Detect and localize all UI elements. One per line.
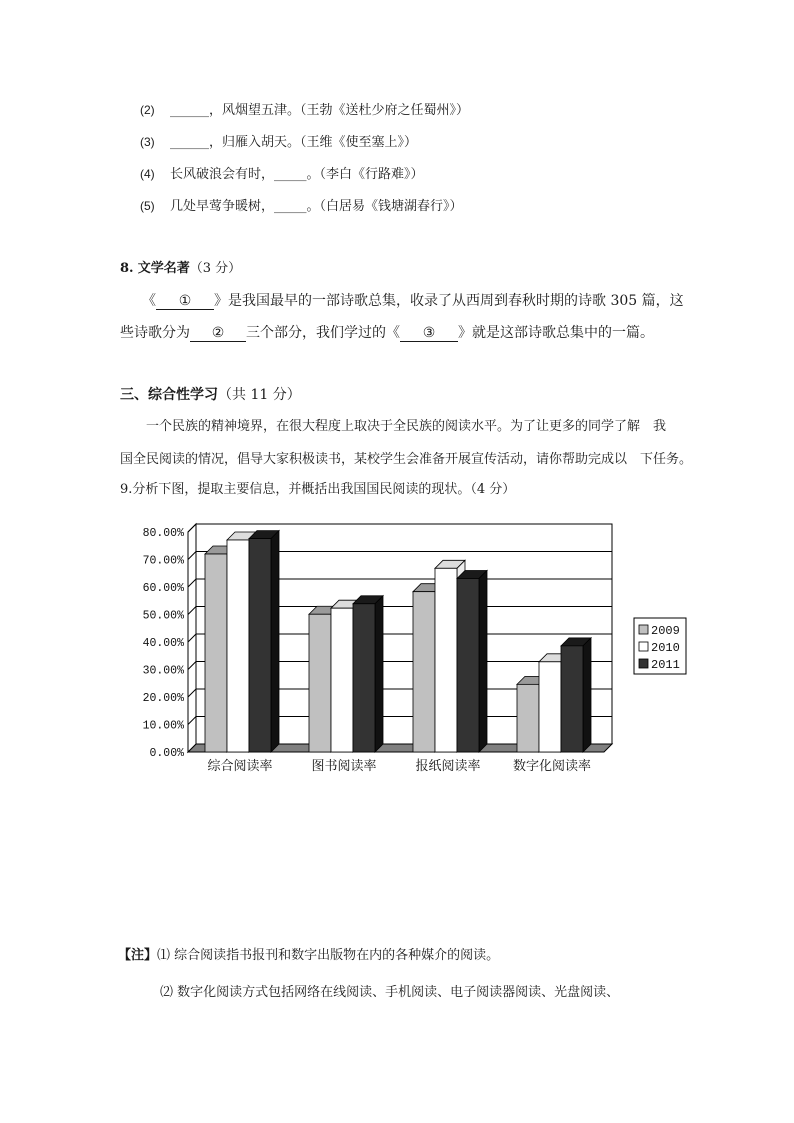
- poem-source: 。（白居易《钱塘湖春行》）: [306, 199, 463, 214]
- section3-intro-line1: 一个民族的精神境界，在很大程度上取决于全民族的阅读水平。为了让更多的同学了解 我: [146, 419, 667, 434]
- legend-label: 2011: [651, 658, 680, 672]
- q8-text: 》就是这部诗歌总集中的一篇。: [458, 325, 654, 341]
- bar-2011-0: [249, 531, 279, 752]
- bar-2011-1: [353, 596, 383, 752]
- q8-heading: [120, 260, 241, 278]
- q8-text: 《: [142, 293, 156, 309]
- item-number: (3): [140, 135, 155, 149]
- note-label: 【注】: [118, 948, 158, 963]
- poem-source: 。（李白《行路难》）: [306, 167, 424, 182]
- poem-q5: [140, 197, 463, 216]
- section3-heading: [120, 386, 301, 404]
- note-text: 综合阅读指书报刊和数字出版物在内的各种媒介的阅读。: [174, 948, 500, 963]
- answer-blank[interactable]: _____: [274, 199, 307, 214]
- q8-score: （3 分）: [189, 261, 242, 276]
- q8-title: 文学名著: [137, 261, 190, 276]
- legend-swatch: [639, 625, 648, 634]
- q8-text: 些诗歌分为: [120, 325, 190, 341]
- section3-score: （共 11 分）: [218, 387, 301, 403]
- answer-blank[interactable]: _____: [274, 167, 307, 182]
- q9-prompt: 9.分析下图，提取主要信息，并概括出我国国民阅读的现状。（4 分）: [120, 482, 516, 497]
- answer-blank-1[interactable]: ①: [156, 293, 214, 310]
- answer-blank-3[interactable]: ③: [400, 325, 458, 342]
- y-tick-label: 20.00%: [142, 692, 184, 705]
- y-tick-label: 30.00%: [142, 664, 184, 678]
- poem-text: ，风烟望五津。（王勃《送杜少府之任蜀州》）: [209, 103, 470, 118]
- answer-blank[interactable]: ______: [170, 135, 209, 150]
- x-category-label: 综合阅读率: [207, 759, 273, 774]
- poem-text: 长风破浪会有时，: [170, 167, 275, 182]
- note-2: [160, 984, 619, 1002]
- y-tick-label: 40.00%: [142, 637, 184, 650]
- y-tick-label: 0.00%: [149, 747, 184, 760]
- y-tick-label: 10.00%: [142, 719, 184, 733]
- q8-text: 三个部分，我们学过的《: [246, 325, 400, 341]
- poem-text: 几处早莺争暖树，: [170, 199, 275, 214]
- legend-label: 2009: [651, 624, 680, 638]
- poem-text: ，归雁入胡天。（王维《使至塞上》）: [209, 135, 418, 150]
- reading-rate-bar-chart: [118, 516, 698, 776]
- q8-text: 》是我国最早的一部诗歌总集，收录了从西周到春秋时期的诗歌 305 篇，这: [214, 293, 684, 309]
- note-text: 数字化阅读方式包括网络在线阅读、手机阅读、电子阅读器阅读、光盘阅读、: [177, 985, 620, 1000]
- x-category-label: 数字化阅读率: [512, 759, 592, 774]
- note-1: [118, 947, 499, 965]
- note-number: ⑴: [157, 948, 171, 963]
- legend-swatch: [639, 642, 648, 651]
- item-number: (2): [140, 103, 155, 117]
- y-axis-ticks: [143, 527, 185, 760]
- q8-line2: [120, 324, 654, 342]
- legend-label: 2010: [651, 641, 680, 655]
- y-tick-label: 70.00%: [142, 554, 184, 568]
- q8-number: 8.: [120, 261, 134, 276]
- x-category-label: 图书阅读率: [311, 759, 377, 774]
- q8-line1: [142, 292, 684, 310]
- legend-swatch: [639, 659, 648, 668]
- item-number: (5): [140, 199, 155, 213]
- answer-blank-2[interactable]: ②: [190, 325, 246, 342]
- x-category-label: 报纸阅读率: [415, 759, 481, 774]
- poem-q4: [140, 165, 424, 184]
- answer-blank[interactable]: ______: [170, 103, 209, 118]
- note-number: ⑵: [160, 985, 174, 1000]
- legend: [634, 618, 686, 674]
- section3-intro-line2: 国全民阅读的情况，倡导大家积极读书，某校学生会准备开展宣传活动，请你帮助完成以 下任务。: [120, 452, 693, 467]
- y-tick-label: 80.00%: [142, 527, 184, 540]
- poem-q2: [140, 101, 469, 120]
- y-tick-label: 60.00%: [142, 582, 184, 595]
- poem-q3: [140, 133, 417, 152]
- y-tick-label: 50.00%: [142, 609, 184, 623]
- section3-title: 三、综合性学习: [120, 387, 218, 403]
- x-axis-categories: [207, 758, 591, 774]
- bar-2011-2: [457, 570, 487, 752]
- bar-2011-3: [561, 638, 591, 752]
- item-number: (4): [140, 167, 155, 181]
